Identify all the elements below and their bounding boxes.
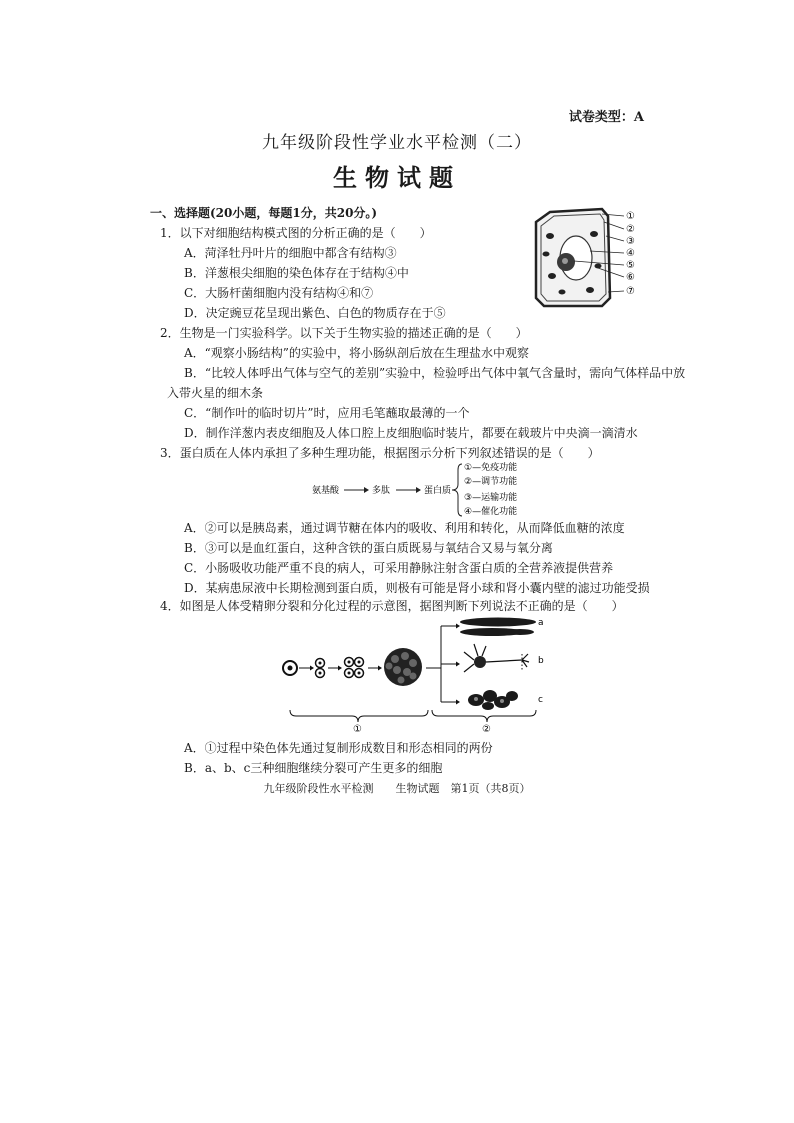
fertilized-egg	[283, 661, 297, 675]
muscle-cells	[460, 618, 536, 637]
cell-drawing	[536, 209, 610, 306]
exam-title: 九年级阶段性学业水平检测（二）	[262, 133, 532, 153]
label-process-2: ②	[482, 724, 491, 734]
q3-stem: 3．蛋白质在人体内承担了多种生理功能，根据图示分析下列叙述错误的是（ ）	[160, 446, 600, 460]
function-4: ④—催化功能	[464, 507, 518, 517]
cell-label-4: ④	[626, 248, 635, 259]
cell-cluster	[384, 648, 422, 686]
subject-title: 生物试题	[333, 163, 461, 192]
q2-option-c: C．“制作叶的临时切片”时，应用毛笔蘸取最薄的一个	[184, 406, 470, 420]
q2-option-d: D．制作洋葱内表皮细胞及人体口腔上皮细胞临时装片，都要在载玻片中央滴一滴清水	[184, 426, 638, 440]
nerve-cell	[464, 644, 529, 672]
paper-type: 试卷类型：A	[568, 110, 644, 125]
four-cell-stage	[345, 658, 364, 678]
cell-label-1: ①	[626, 211, 635, 222]
cell-label-5: ⑤	[626, 260, 635, 271]
label-process-1: ①	[353, 724, 362, 734]
q3-option-b: B．③可以是血红蛋白，这种含铁的蛋白质既易与氧结合又易与氧分离	[184, 541, 553, 555]
two-cell-stage	[316, 659, 325, 678]
q1-option-c: C．大肠杆菌细胞内没有结构④和⑦	[184, 286, 374, 300]
q1-option-a: A．菏泽牡丹叶片的细胞中都含有结构③	[184, 246, 397, 260]
node-protein: 蛋白质	[424, 486, 452, 496]
cell-division-diagram	[276, 610, 556, 734]
cell-label-7: ⑦	[626, 286, 635, 297]
page-footer: 九年级阶段性水平检测 生物试题 第1页（共8页）	[263, 782, 531, 795]
q1-stem: 1．以下对细胞结构模式图的分析正确的是（ ）	[160, 226, 432, 240]
q3-option-a: A．②可以是胰岛素，通过调节糖在体内的吸收、利用和转化，从而降低血糖的浓度	[184, 521, 625, 535]
node-polypeptide: 多肽	[372, 486, 391, 496]
q1-option-b: B．洋葱根尖细胞的染色体存在于结构④中	[184, 266, 409, 280]
cell-label-6: ⑥	[626, 272, 635, 283]
function-2: ②—调节功能	[464, 477, 518, 487]
q2-stem: 2．生物是一门实验科学。以下关于生物实验的描述正确的是（ ）	[160, 326, 528, 340]
plant-cell-diagram	[532, 206, 652, 310]
q3-option-d: D．某病患尿液中长期检测到蛋白质，则极有可能是肾小球和肾小囊内壁的滤过功能受损	[184, 581, 650, 595]
q4-option-b: B．a、b、c三种细胞继续分裂可产生更多的细胞	[184, 761, 443, 775]
q2-option-b-continued: 入带火星的细木条	[167, 386, 264, 400]
q2-option-a: A．“观察小肠结构”的实验中，将小肠纵剖后放在生理盐水中观察	[184, 346, 529, 360]
blood-cells	[468, 690, 518, 710]
function-1: ①—免疫功能	[464, 463, 518, 473]
function-3: ③—运输功能	[464, 493, 518, 503]
cell-label-2: ②	[626, 224, 635, 235]
q4-stem: 4．如图是人体受精卵分裂和分化过程的示意图，据图判断下列说法不正确的是（ ）	[160, 599, 624, 613]
q1-option-d: D．决定豌豆花呈现出紫色、白色的物质存在于⑤	[184, 306, 446, 320]
node-amino-acid: 氨基酸	[312, 486, 340, 496]
protein-function-diagram	[312, 460, 542, 518]
label-b: b	[538, 656, 544, 666]
cell-label-3: ③	[626, 236, 635, 247]
section-heading: 一、选择题(20小题，每题1分，共20分。)	[150, 206, 378, 220]
q4-option-a: A．①过程中染色体先通过复制形成数目和形态相同的两份	[184, 741, 493, 755]
label-a: a	[538, 618, 544, 628]
q3-option-c: C．小肠吸收功能严重不良的病人，可采用静脉注射含蛋白质的全营养液提供营养	[184, 561, 614, 575]
label-c: c	[538, 695, 543, 705]
q2-option-b: B．“比较人体呼出气体与空气的差别”实验中，检验呼出气体中氧气含量时，需向气体样品中放	[184, 366, 686, 380]
